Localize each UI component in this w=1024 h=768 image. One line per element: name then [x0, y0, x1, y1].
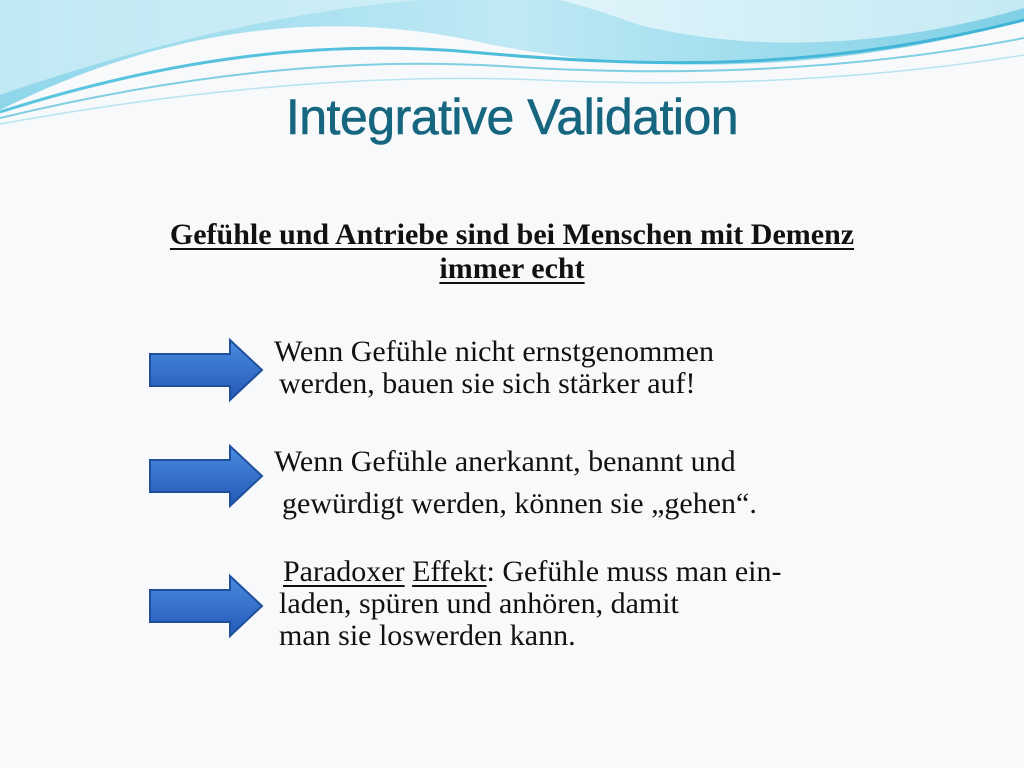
effekt-word: Effekt — [412, 555, 487, 588]
bullet-3-line-1 — [283, 556, 781, 588]
paradoxer-word: Paradoxer — [283, 555, 405, 588]
bullet-3-text — [279, 555, 782, 652]
slide-title: Integrative Validation — [285, 89, 739, 145]
bullet-2-line-1: Wenn Gefühle anerkannt, benannt und — [274, 445, 736, 478]
bullet-1-text — [274, 336, 714, 400]
slide-subtitle — [70, 218, 954, 286]
bullet-3-line-2: laden, spüren und anhören, damit — [279, 587, 679, 620]
bullet-2-text — [274, 441, 757, 525]
subtitle-line-2: immer echt — [439, 252, 585, 285]
bullet-3-line-1-rest: : Gefühle muss man ein- — [486, 555, 782, 588]
subtitle-line-1: Gefühle und Antriebe sind bei Menschen mit Demenz — [169, 218, 855, 251]
right-arrow-icon — [148, 574, 264, 638]
right-arrow-icon — [148, 444, 264, 508]
bullet-1-line-1: Wenn Gefühle nicht ernstgenommen — [274, 335, 714, 368]
bullet-2-line-2: gewürdigt werden, können sie „gehen“. — [282, 487, 757, 520]
right-arrow-icon — [148, 338, 264, 402]
word-space — [405, 555, 413, 588]
bullet-3-line-3: man sie loswerden kann. — [279, 619, 576, 652]
bullet-1-line-2: werden, bauen sie sich stärker auf! — [279, 367, 696, 400]
